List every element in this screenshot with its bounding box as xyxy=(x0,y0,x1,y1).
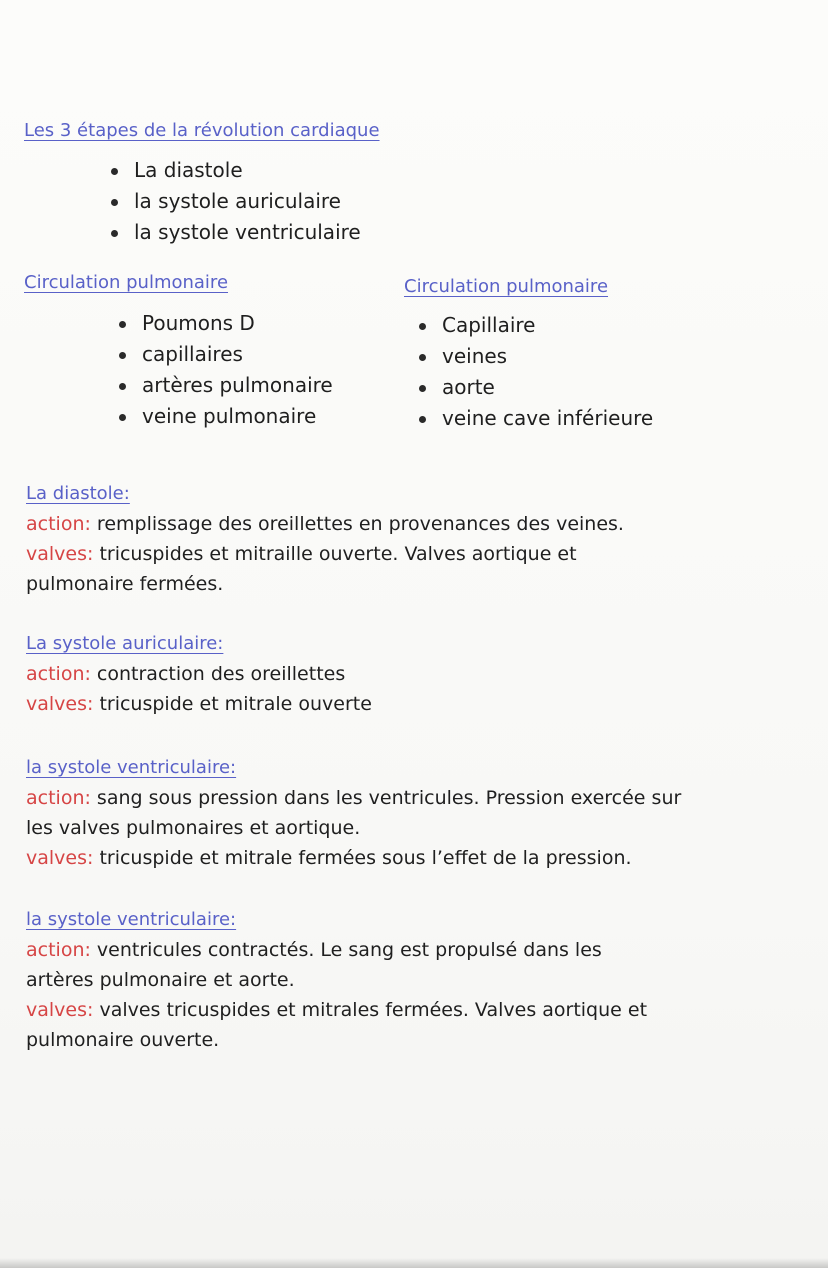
list-item: Capillaire xyxy=(416,310,653,341)
systole-ventriculaire-action xyxy=(26,935,646,995)
action-label: action: xyxy=(26,939,91,961)
action-label: action: xyxy=(26,663,91,685)
diastole-block xyxy=(26,478,726,599)
diastole-heading: La diastole: xyxy=(26,483,130,504)
list-item: aorte xyxy=(416,372,653,403)
left-circulation-list xyxy=(116,308,333,432)
valves-text: tricuspides et mitraille ouverte. Valves aortique et pulmonaire fermées. xyxy=(26,543,577,595)
left-circulation-heading: Circulation pulmonaire xyxy=(24,272,229,293)
revolution-steps-list xyxy=(108,155,361,248)
list-item: veines xyxy=(416,341,653,372)
valves-text: valves tricuspides et mitrales fermées. Valves aortique et pulmonaire ouverte. xyxy=(26,999,648,1051)
systole-ventriculaire-valves xyxy=(26,995,691,1055)
valves-label: valves: xyxy=(26,693,94,715)
valves-label: valves: xyxy=(26,847,94,869)
list-item: artères pulmonaire xyxy=(116,370,333,401)
valves-label: valves: xyxy=(26,999,94,1021)
list-item: La diastole xyxy=(108,155,361,186)
section-heading-revolution: Les 3 étapes de la révolution cardiaque xyxy=(24,120,380,141)
systole-ventriculaire-block-2 xyxy=(26,904,726,1055)
action-label: action: xyxy=(26,787,91,809)
list-item: veine cave inférieure xyxy=(416,403,653,434)
action-text: remplissage des oreillettes en provenances des veines. xyxy=(90,513,624,535)
page-edge-shadow xyxy=(0,1258,828,1268)
action-text: sang sous pression dans les ventricules. Pression exercée sur les valves pulmonaires et aortique. xyxy=(26,787,682,839)
action-text: contraction des oreillettes xyxy=(90,663,346,685)
systole-ventriculaire-action xyxy=(26,783,691,843)
systole-ventriculaire-heading: la systole ventriculaire: xyxy=(26,909,237,930)
action-text: ventricules contractés. Le sang est propulsé dans les artères pulmonaire et aorte. xyxy=(26,939,602,991)
diastole-action xyxy=(26,509,726,539)
systole-auriculaire-valves xyxy=(26,689,726,719)
systole-auriculaire-action xyxy=(26,659,726,689)
valves-label: valves: xyxy=(26,543,94,565)
list-item: Poumons D xyxy=(116,308,333,339)
list-item: capillaires xyxy=(116,339,333,370)
systole-ventriculaire-heading: la systole ventriculaire: xyxy=(26,757,237,778)
valves-text: tricuspide et mitrale fermées sous l’effet de la pression. xyxy=(93,847,632,869)
list-item: la systole ventriculaire xyxy=(108,217,361,248)
systole-auriculaire-heading: La systole auriculaire: xyxy=(26,633,224,654)
systole-auriculaire-block xyxy=(26,628,726,719)
action-label: action: xyxy=(26,513,91,535)
systole-ventriculaire-valves xyxy=(26,843,726,873)
valves-text: tricuspide et mitrale ouverte xyxy=(93,693,372,715)
list-item: la systole auriculaire xyxy=(108,186,361,217)
list-item: veine pulmonaire xyxy=(116,401,333,432)
systole-ventriculaire-block-1 xyxy=(26,752,726,873)
right-circulation-list xyxy=(416,310,653,434)
diastole-valves xyxy=(26,539,626,599)
right-circulation-heading: Circulation pulmonaire xyxy=(404,276,609,297)
